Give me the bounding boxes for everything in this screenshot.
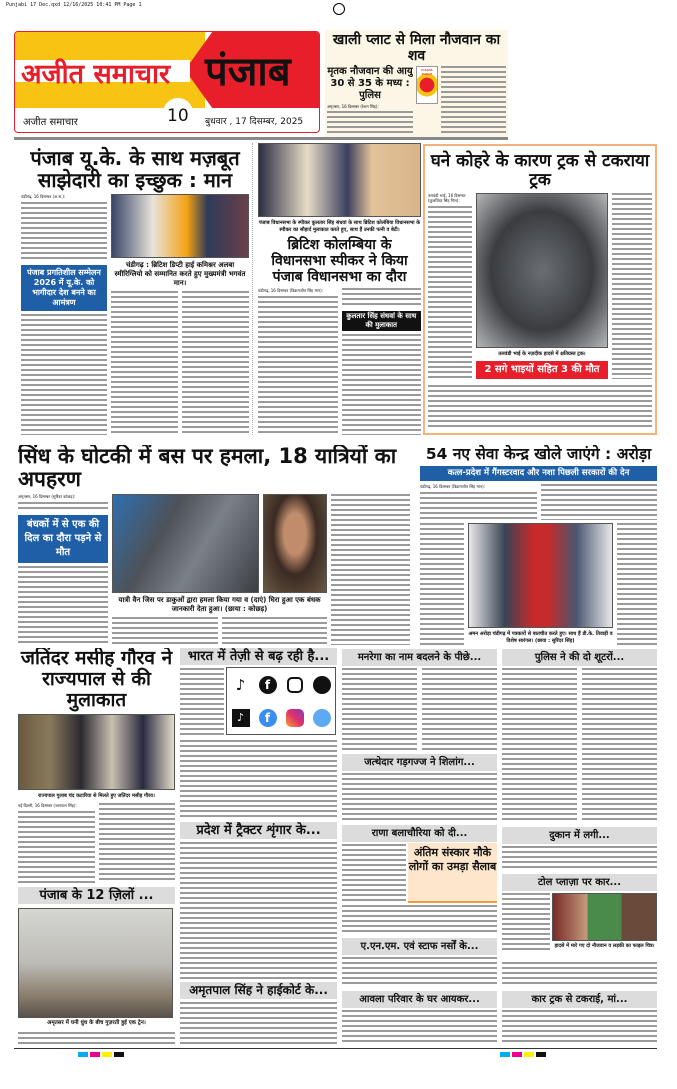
dateline: चंडीगढ़, 16 दिसम्बर (विक्रमजीत सिंह मान): — [258, 288, 324, 293]
highlight-box: बंधकों में से एक की दिल का दौरा पड़ने से मौत — [18, 515, 108, 563]
photo-victims — [552, 893, 657, 941]
headline: खाली प्लाट से मिला नौजवान का शव — [332, 32, 501, 64]
section-title: पंजाब — [205, 49, 291, 95]
story-sindh — [18, 445, 410, 645]
color-registration-marks — [78, 1052, 124, 1057]
paper-title: अजीत समाचार — [21, 59, 171, 90]
divider — [14, 137, 508, 140]
brief-shooters-heading: पुलिस ने की दो शूटरों... — [502, 649, 657, 666]
social-icons-box — [226, 667, 336, 735]
photo-speakers — [258, 143, 421, 217]
dateline: अमृतसर, 16 दिसम्बर (सुरिंदर कोछड़): — [18, 494, 76, 499]
page-number: 10 — [167, 106, 189, 126]
headline: घने कोहरे के कारण ट्रक से टकराया ट्रक — [430, 151, 650, 190]
instagram-color-icon — [286, 709, 304, 727]
punjab-police-logo: PUNJAB POLICE — [416, 66, 438, 104]
top-story — [325, 30, 508, 137]
messenger-icon — [313, 676, 331, 694]
brief-toll-heading: टोल प्लाज़ा पर कार... — [502, 874, 657, 891]
headline: पंजाब यू.के. के साथ मज़बूत साझेदारी का इच्छुक : मान — [30, 146, 240, 192]
brief-jathedar-heading: जत्थेदार गड़गज्ज ने शिलांग... — [342, 754, 497, 771]
brief-districts-heading: पंजाब के 12 ज़िलों ... — [18, 887, 175, 904]
brief-mnrega-heading: मनरेगा का नाम बदलने के पीछे... — [342, 649, 497, 666]
photo-governor-meeting — [18, 714, 175, 790]
photo-wrecked-truck — [476, 193, 608, 348]
print-slug: Punjabi 17 Dec.qxd 12/16/2025 10:41 PM Page 1 — [6, 2, 142, 8]
masthead — [14, 31, 320, 133]
caption: तलवंडी भाई के नज़दीक हादसे में क्षतिग्रस्त ट्रक। — [498, 351, 586, 357]
caption: अमन अरोड़ा चंडीगढ़ में पत्रकारों से बातचीत करते हुए। साथ हैं डी.के. तिवाड़ी व विशेष सारंगल। (छाया : सुरिंदर सिंह) — [468, 631, 613, 644]
headline: सिंध के घोटकी में बस पर हमला, 18 यात्रियों का अपहरण — [18, 445, 397, 491]
instagram-icon — [287, 677, 303, 693]
story-arora — [420, 445, 657, 645]
dateline: अमृतसर, 16 दिसम्बर (रेशम सिंह): — [327, 104, 379, 109]
brief-shop-heading: दुकान में लगी... — [502, 827, 657, 844]
brief-rana-heading: राणा बलाचौरिया को दी... — [342, 825, 497, 842]
story-truck — [423, 144, 657, 435]
photo-cm-uk — [111, 194, 249, 258]
funeral-box: अंतिम संस्कार मौके लोगों का उमड़ा सैलाब — [408, 843, 497, 903]
color-registration-marks — [500, 1052, 546, 1057]
facebook-icon: f — [259, 676, 277, 694]
story-jatinder — [18, 648, 175, 883]
brief-social-heading: भारत में तेज़ी से बढ़ रही है... — [180, 648, 337, 665]
caption: यात्री वैन जिस पर डाकुओं द्वारा हमला किया गया व (दाएं) घिरा हुआ एक बंधक जानकारी देता हुआ। (छाया : कोछड़) — [118, 596, 321, 613]
headline: जतिंदर मसीह गौरव ने राज्यपाल से की मुलाकात — [20, 648, 173, 711]
photo-hostage — [263, 494, 327, 593]
dateline: तलवंडी भाई, 16 दिसम्बर (कुलविंदर सिंह गिल): — [428, 193, 466, 203]
footer-paper: अजीत समाचार — [23, 117, 78, 128]
caption: राज्यपाल गुलाब चंद कटारिया से मिलते हुए जतिंदर मसीह गौरव। — [38, 793, 155, 799]
brief-car-heading: कार ट्रक से टकराई, मां... — [502, 991, 657, 1008]
messenger-color-icon — [313, 709, 331, 727]
tiktok-color-icon: ♪ — [232, 709, 250, 727]
facebook-color-icon: f — [259, 709, 277, 727]
photo-van — [112, 494, 259, 593]
subhead: मृतक नौजवान की आयु 30 से 35 के मध्य : पुलिस — [327, 66, 413, 101]
subhead-bar: कत्ल-प्रदेश में गैंगस्टरवाद और नशा पिछली सरकारों की देन — [420, 466, 657, 481]
caption: चंडीगढ़ : ब्रिटिश डिप्टी हाई कमिश्नर अलबा स्मीरिग्लियो को सम्मानित करते हुए मुख्यमंत्री भगवंत मान। — [114, 261, 246, 287]
toll-caption: हादसे में मारे गए दो नौजवान व लड़की का फाइल चित्र। — [554, 943, 655, 949]
headline: ब्रिटिश कोलम्बिया के विधानसभा स्पीकर ने किया पंजाब विधानसभा का दौरा — [271, 237, 408, 285]
photo-train-fog — [18, 908, 173, 1018]
train-caption: अमृतसर में घनी धुंध के बीच गुज़रती हुई एक ट्रेन। — [47, 1020, 146, 1026]
dateline: नई दिल्ली, 16 दिसम्बर (जसपाल सिंह): — [18, 803, 77, 808]
issue-date: बुधवार , 17 दिसम्बर, 2025 — [205, 117, 304, 127]
bottom-rule — [14, 1048, 657, 1049]
highlight-box: कुलतार सिंह संधवां के साथ की मुलाकात — [342, 311, 422, 331]
dateline: चंडीगढ़, 16 दिसम्बर (विक्रमजीत सिंह मान): — [420, 484, 486, 489]
brief-anm-heading: ए.एन.एम. एवं स्टाफ नर्सों के... — [342, 938, 497, 955]
highlight-box: पंजाब प्रगतिशील सम्मेलन 2026 में यू.के. को भागीदार देश बनने का आमंत्रण — [21, 265, 107, 311]
story-bc — [258, 143, 421, 435]
highlight-box: 2 सगे भाइयों सहित 3 की मौत — [476, 361, 608, 379]
caption: पंजाब विधानसभा के स्पीकर कुलतार सिंह संधवां के साथ ब्रिटिश कोलंबिया विधानसभा के स्पीकर का सौहार्द मुलाकात करते हुए, साथ हैं उनकी पत्नी व बेटी। — [258, 220, 421, 233]
photo-press-conference — [468, 523, 613, 628]
brief-tractor-heading: प्रदेश में ट्रैक्टर शृंगार के... — [180, 822, 337, 839]
headline: 54 नए सेवा केन्द्र खोले जाएंगे : अरोड़ा — [425, 445, 652, 463]
story-uk — [18, 143, 253, 435]
brief-amritpal-heading: अमृतपाल सिंह ने हाईकोर्ट के... — [180, 982, 337, 999]
tiktok-icon: ♪ — [235, 675, 246, 694]
dateline: चंडीगढ़, 16 दिसम्बर (अ.स.): — [21, 194, 66, 199]
registration-mark — [333, 3, 345, 15]
brief-awla-heading: आवला परिवार के घर आयकर... — [342, 991, 497, 1008]
